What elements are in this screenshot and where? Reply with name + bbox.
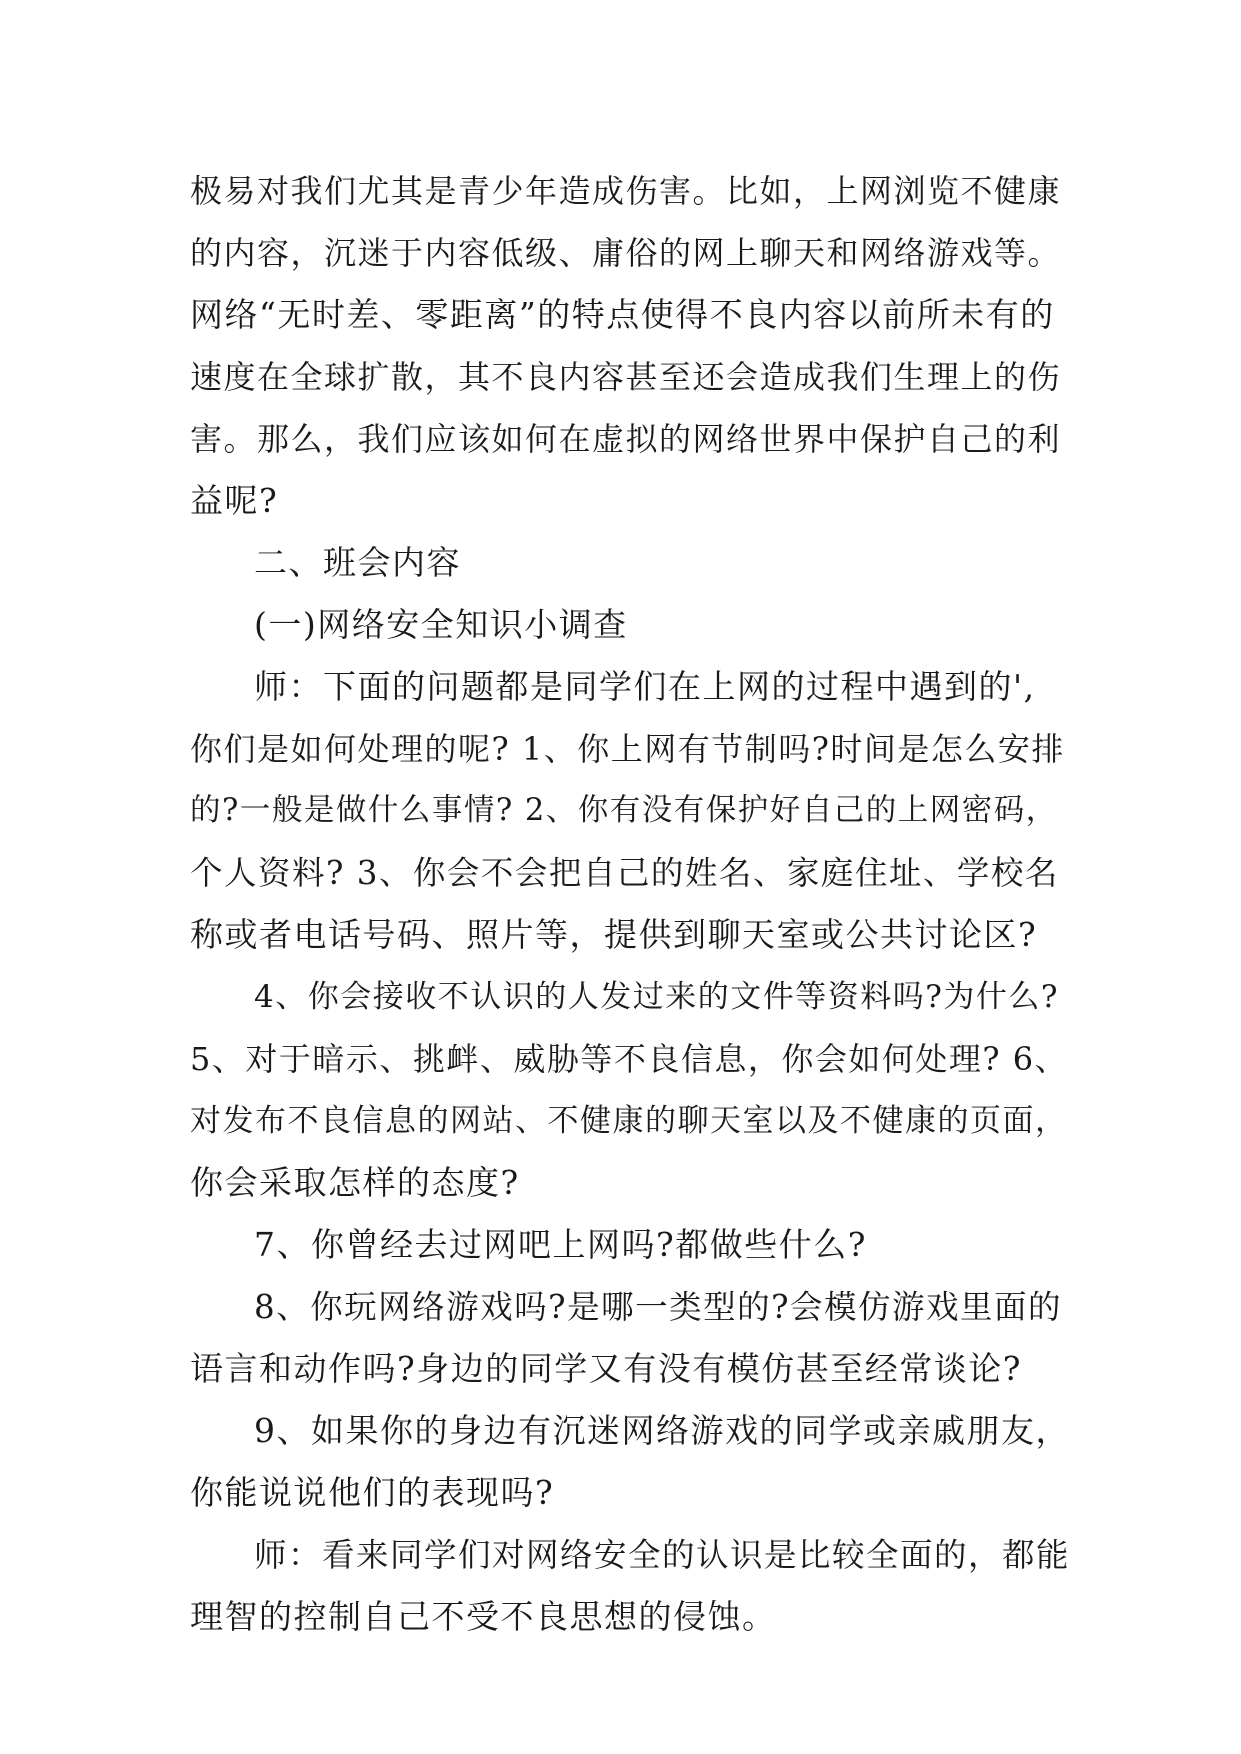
text-line: 师：看来同学们对网络安全的认识是比较全面的，都能 bbox=[254, 1536, 1071, 1574]
text-line: 你们是如何处理的呢? 1、你上网有节制吗?时间是怎么安排 bbox=[190, 730, 1065, 768]
text-line: 网络“无时差、零距离”的特点使得不良内容以前所未有的 bbox=[190, 295, 1055, 334]
text-line: 速度在全球扩散，其不良内容甚至还会造成我们生理上的伤 bbox=[190, 358, 1062, 396]
text-line: 个人资料? 3、你会不会把自己的姓名、家庭住址、学校名 bbox=[190, 854, 1059, 892]
text-line: 二、班会内容 bbox=[254, 543, 461, 582]
text-line: 你能说说他们的表现吗? bbox=[190, 1473, 555, 1512]
text-line: 称或者电话号码、照片等，提供到聊天室或公共讨论区? bbox=[190, 915, 1038, 954]
text-line: 极易对我们尤其是青少年造成伤害。比如，上网浏览不健康 bbox=[190, 172, 1062, 210]
text-line: 的?一般是做什么事情? 2、你有没有保护好自己的上网密码， bbox=[190, 793, 1058, 828]
text-line: 4、你会接收不认识的人发过来的文件等资料吗?为什么? bbox=[254, 979, 1059, 1015]
text-line: 语言和动作吗?身边的同学又有没有模仿甚至经常谈论? bbox=[190, 1349, 1022, 1388]
text-line: 益呢? bbox=[190, 481, 279, 520]
text-line: 5、对于暗示、挑衅、威胁等不良信息，你会如何处理? 6、 bbox=[190, 1040, 1069, 1078]
text-line: (一)网络安全知识小调查 bbox=[254, 605, 628, 644]
text-line: 8、你玩网络游戏吗?是哪一类型的?会模仿游戏里面的 bbox=[254, 1288, 1063, 1326]
text-line: 你会采取怎样的态度? bbox=[190, 1163, 520, 1202]
text-line: 对发布不良信息的网站、不健康的聊天室以及不健康的页面， bbox=[190, 1103, 1068, 1139]
text-line: 害。那么，我们应该如何在虚拟的网络世界中保护自己的利 bbox=[190, 420, 1062, 458]
text-line: 9、如果你的身边有沉迷网络游戏的同学或亲戚朋友， bbox=[254, 1411, 1070, 1450]
text-line: 师：下面的问题都是同学们在上网的过程中遇到的', bbox=[254, 667, 1036, 706]
text-line: 7、你曾经去过网吧上网吗?都做些什么? bbox=[254, 1225, 867, 1264]
document-body bbox=[190, 160, 1070, 1648]
text-line: 的内容，沉迷于内容低级、庸俗的网上聊天和网络游戏等。 bbox=[190, 234, 1062, 272]
text-line: 理智的控制自己不受不良思想的侵蚀。 bbox=[190, 1597, 777, 1636]
